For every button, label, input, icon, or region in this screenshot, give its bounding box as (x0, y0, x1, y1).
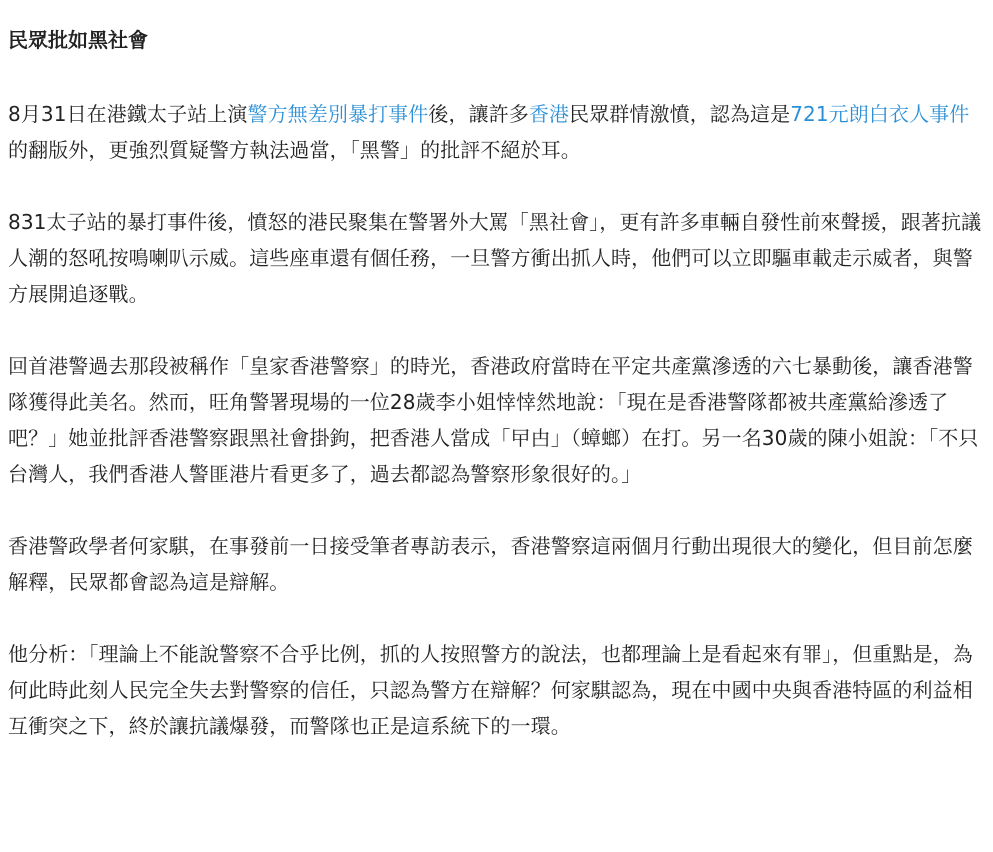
paragraph-1-text-c: 民眾群情激憤，認為這是 (569, 102, 791, 126)
link-police-beating-incident[interactable]: 警方無差別暴打事件 (247, 102, 429, 126)
section-heading: 民眾批如黑社會 (8, 28, 148, 52)
link-721-yuen-long-incident[interactable]: 721元朗白衣人事件 (790, 102, 970, 126)
link-hong-kong[interactable]: 香港 (528, 102, 570, 126)
paragraph-1 (8, 96, 985, 168)
paragraph-1-text-d: 的翻版外，更強烈質疑警方執法過當，「黑警」的批評不絕於耳。 (8, 138, 581, 162)
paragraph-1-text-a: 8月31日在港鐵太子站上演 (8, 102, 248, 126)
paragraph-4: 香港警政學者何家騏，在事發前一日接受筆者專訪表示，香港警察這兩個月行動出現很大的變化，但目前怎麼解釋，民眾都會認為這是辯解。 (8, 534, 973, 594)
paragraph-1-text-b: 後，讓許多 (428, 102, 529, 126)
paragraph-2: 831太子站的暴打事件後，憤怒的港民聚集在警署外大罵「黑社會」，更有許多車輛自發性前來聲援，跟著抗議人潮的怒吼按鳴喇叭示威。這些座車還有個任務，一旦警方衝出抓人時，他們可以立即驅車載走示威者，與警方展開追逐戰。 (8, 210, 982, 306)
paragraph-3: 回首港警過去那段被稱作「皇家香港警察」的時光，香港政府當時在平定共產黨滲透的六七暴動後，讓香港警隊獲得此美名。然而，旺角警署現場的一位28歲李小姐悻悻然地說：「現在是香港警隊都被共產黨給滲透了吧？」她並批評香港警察跟黑社會掛鉤，把香港人當成「曱甴」（蟑螂）在打。另一名30歲的陳小姐說：「不只台灣人，我們香港人警匪港片看更多了，過去都認為警察形象很好的。」 (8, 354, 979, 486)
paragraph-5: 他分析：「理論上不能說警察不合乎比例，抓的人按照警方的說法，也都理論上是看起來有罪」，但重點是，為何此時此刻人民完全失去對警察的信任，只認為警方在辯解？何家騏認為，現在中國中央與香港特區的利益相互衝突之下，終於讓抗議爆發，而警隊也正是這系統下的一環。 (8, 642, 973, 738)
